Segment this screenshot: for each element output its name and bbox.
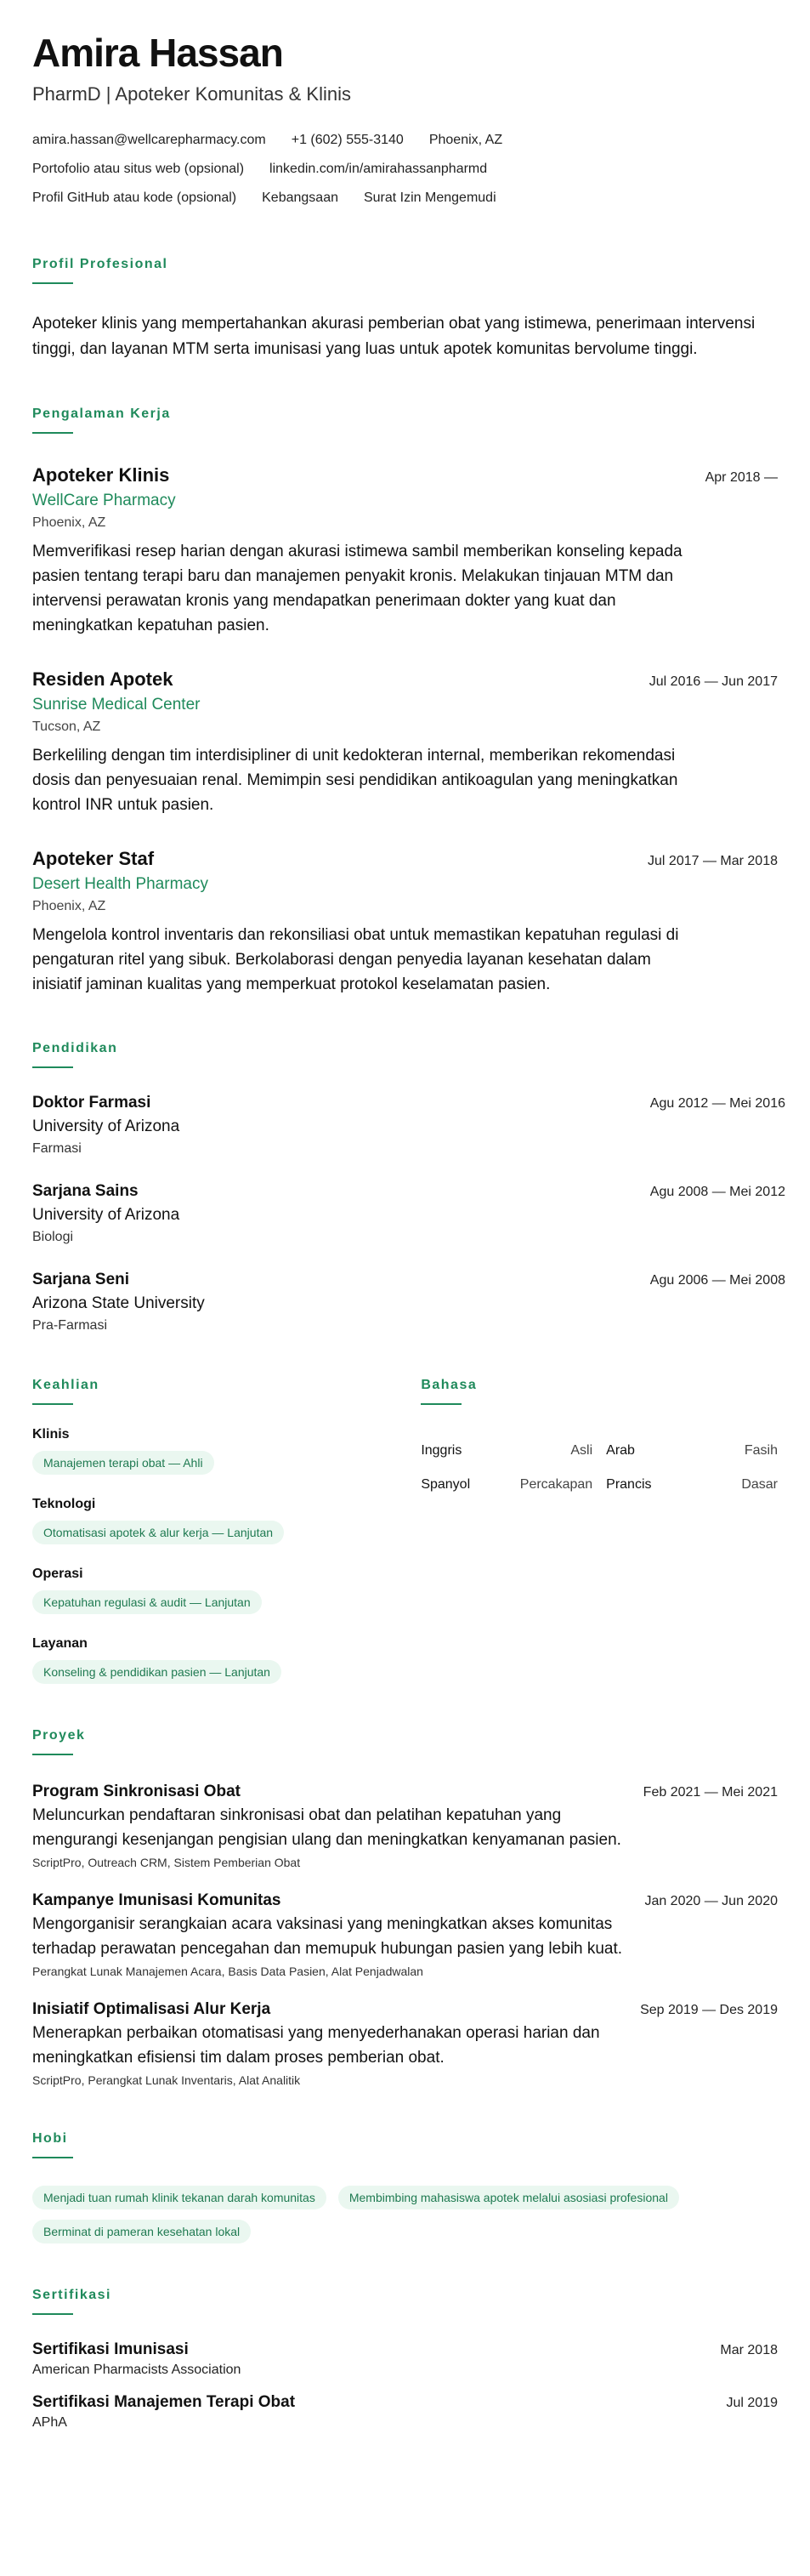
section-divider [32, 1754, 73, 1755]
school-name: Arizona State University [32, 1294, 205, 1312]
project-dates: Feb 2021 — Mei 2021 [643, 1784, 778, 1800]
hobby-chip: Berminat di pameran kesehatan lokal [32, 2220, 251, 2243]
education-dates: Agu 2012 — Mei 2016 [649, 1095, 785, 1111]
contact-row-3 [32, 184, 778, 213]
skill-group [32, 1497, 421, 1544]
language-level: Fasih [744, 1442, 778, 1458]
skills-section [32, 1378, 421, 1684]
skill-category: Teknologi [32, 1496, 96, 1511]
language-level: Asli [570, 1442, 593, 1458]
field-of-study: Farmasi [32, 1140, 82, 1156]
certification-item [32, 2340, 778, 2378]
language-item [421, 1434, 592, 1468]
skill-chip: Manajemen terapi obat — Ahli [32, 1451, 214, 1475]
hobby-list [32, 2175, 772, 2243]
job-description: Memverifikasi resep harian dengan akurasi istimewa sambil memberikan konseling kepada pasien tentang terapi baru dan manajemen penyakit kronis. Melakukan tinjauan MTM dan intervensi perawatan kronis yang mendapatkan penerimaan dokter yang kuat dan meningkatkan kepatuhan pasien. [32, 542, 683, 634]
languages-section [421, 1378, 778, 1684]
company-name: Desert Health Pharmacy [32, 874, 208, 893]
section-title: Pendidikan [32, 1040, 118, 1055]
education-dates: Agu 2008 — Mei 2012 [649, 1184, 785, 1199]
contact-location: Phoenix, AZ [428, 132, 503, 147]
certification-issuer: APhA [32, 2414, 67, 2430]
project-dates: Jan 2020 — Jun 2020 [644, 1893, 778, 1908]
experience-item [32, 668, 778, 817]
contact-github[interactable]: Profil GitHub atau kode (opsional) [32, 190, 237, 205]
job-dates: Jul 2016 — Jun 2017 [649, 674, 778, 689]
degree-name: Sarjana Seni [32, 1270, 130, 1288]
job-dates: Apr 2018 — [705, 469, 778, 485]
contact-email[interactable]: amira.hassan@wellcarepharmacy.com [32, 132, 266, 147]
section-divider [32, 1066, 73, 1068]
contact-portfolio[interactable]: Portofolio atau situs web (opsional) [32, 161, 245, 176]
education-item [32, 1094, 785, 1157]
experience-item [32, 848, 778, 997]
degree-name: Doktor Farmasi [32, 1093, 151, 1112]
education-item [32, 1271, 785, 1333]
language-name: Arab [606, 1442, 635, 1458]
contact-nationality: Kebangsaan [262, 190, 338, 205]
hobbies-section [32, 2131, 778, 2243]
language-item [421, 1468, 592, 1502]
candidate-headline: PharmD | Apoteker Komunitas & Klinis [32, 82, 351, 105]
job-title: Apoteker Klinis [32, 463, 170, 486]
project-description: Mengorganisir serangkaian acara vaksinasi yang meningkatkan akses komunitas terhadap perawatan pencegahan dan memupuk hubungan pasien yang lebih kuat. [32, 1914, 623, 1958]
section-title: Proyek [32, 1727, 86, 1743]
experience-section [32, 407, 778, 997]
school-name: University of Arizona [32, 1117, 180, 1135]
education-item [32, 1182, 785, 1245]
section-divider [32, 282, 73, 284]
project-name: Program Sinkronisasi Obat [32, 1782, 241, 1800]
section-title: Hobi [32, 2130, 68, 2146]
section-divider [32, 1403, 73, 1405]
skill-group [32, 1427, 421, 1475]
certification-name: Sertifikasi Manajemen Terapi Obat [32, 2392, 296, 2411]
job-description: Berkeliling dengan tim interdisipliner di unit kedokteran internal, memberikan rekomendasi dosis dan penyesuaian renal. Memimpin sesi pendidikan antikoagulan yang meningkatkan kontrol INR untuk pasien. [32, 746, 678, 814]
language-level: Percakapan [519, 1476, 593, 1492]
project-item [32, 2000, 778, 2087]
company-name: Sunrise Medical Center [32, 695, 201, 714]
skill-category: Layanan [32, 1635, 88, 1651]
section-title: Sertifikasi [32, 2287, 111, 2302]
job-location: Phoenix, AZ [32, 515, 106, 530]
degree-name: Sarjana Sains [32, 1181, 139, 1200]
project-dates: Sep 2019 — Des 2019 [640, 2002, 778, 2017]
language-name: Prancis [606, 1476, 652, 1492]
skill-group [32, 1567, 421, 1614]
certification-issuer: American Pharmacists Association [32, 2362, 241, 2377]
resume-header [32, 32, 778, 213]
summary-section [32, 257, 778, 362]
certification-date: Jul 2019 [726, 2395, 778, 2410]
project-tech: ScriptPro, Perangkat Lunak Inventaris, Alat Analitik [32, 2073, 301, 2087]
contact-phone[interactable]: +1 (602) 555-3140 [291, 132, 404, 147]
contact-row-1 [32, 126, 778, 155]
hobby-chip: Membimbing mahasiswa apotek melalui asosiasi profesional [338, 2186, 679, 2209]
job-location: Phoenix, AZ [32, 898, 106, 913]
hobby-chip: Menjadi tuan rumah klinik tekanan darah komunitas [32, 2186, 326, 2209]
job-dates: Jul 2017 — Mar 2018 [648, 853, 778, 868]
project-description: Meluncurkan pendaftaran sinkronisasi obat dan pelatihan kepatuhan yang mengurangi kesenjangan pengisian ulang dan meningkatkan kenyamanan pasien. [32, 1805, 621, 1849]
skill-category: Klinis [32, 1426, 70, 1442]
section-title: Bahasa [421, 1377, 478, 1392]
skills-languages-row [32, 1378, 778, 1684]
certifications-section [32, 2288, 778, 2431]
project-name: Inisiatif Optimalisasi Alur Kerja [32, 1999, 271, 2018]
contact-row-2 [32, 155, 778, 184]
company-name: WellCare Pharmacy [32, 491, 176, 509]
job-location: Tucson, AZ [32, 719, 101, 734]
language-item [606, 1434, 778, 1468]
skill-chip: Kepatuhan regulasi & audit — Lanjutan [32, 1590, 262, 1614]
project-name: Kampanye Imunisasi Komunitas [32, 1891, 281, 1909]
skill-group [32, 1636, 421, 1684]
skill-chip: Otomatisasi apotek & alur kerja — Lanjutan [32, 1521, 284, 1544]
experience-item [32, 464, 778, 638]
section-title: Pengalaman Kerja [32, 406, 171, 421]
candidate-name: Amira Hassan [32, 31, 283, 75]
section-title: Keahlian [32, 1377, 99, 1392]
language-item [606, 1468, 778, 1502]
section-divider [32, 2157, 73, 2158]
section-divider [32, 432, 73, 434]
language-level: Dasar [741, 1476, 778, 1492]
section-divider [32, 2313, 73, 2315]
summary-text: Apoteker klinis yang mempertahankan akurasi pemberian obat yang istimewa, penerimaan intervensi tinggi, dan layanan MTM serta imunisasi yang luas untuk apotek komunitas bervolume tinggi. [32, 314, 756, 358]
language-name: Spanyol [421, 1476, 471, 1492]
job-title: Apoteker Staf [32, 847, 155, 869]
project-item [32, 1783, 778, 1869]
contact-drivers-license: Surat Izin Mengemudi [363, 190, 496, 205]
job-title: Residen Apotek [32, 668, 173, 690]
field-of-study: Pra-Farmasi [32, 1317, 108, 1333]
certification-date: Mar 2018 [720, 2342, 778, 2357]
skill-chip: Konseling & pendidikan pasien — Lanjutan [32, 1660, 281, 1684]
projects-section [32, 1728, 778, 2087]
project-description: Menerapkan perbaikan otomatisasi yang menyederhanakan operasi harian dan meningkatkan efisiensi tim dalam proses pemberian obat. [32, 2023, 600, 2067]
education-section [32, 1040, 785, 1333]
skill-category: Operasi [32, 1566, 83, 1581]
project-tech: ScriptPro, Outreach CRM, Sistem Pemberian Obat [32, 1855, 301, 1869]
section-divider [421, 1403, 462, 1405]
language-name: Inggris [421, 1442, 462, 1458]
section-title: Profil Profesional [32, 256, 168, 271]
contact-info [32, 126, 778, 213]
school-name: University of Arizona [32, 1205, 180, 1224]
language-list [421, 1434, 778, 1502]
job-description: Mengelola kontrol inventaris dan rekonsiliasi obat untuk memastikan kepatuhan regulasi di pengaturan ritel yang sibuk. Berkolaborasi dengan penyedia layanan kesehatan dalam inisiatif jaminan kualitas yang memperkuat protokol keselamatan pasien. [32, 925, 679, 993]
project-item [32, 1891, 778, 1978]
certification-name: Sertifikasi Imunisasi [32, 2340, 189, 2358]
certification-item [32, 2393, 778, 2431]
education-dates: Agu 2006 — Mei 2008 [649, 1272, 785, 1288]
project-tech: Perangkat Lunak Manajemen Acara, Basis Data Pasien, Alat Penjadwalan [32, 1964, 423, 1978]
field-of-study: Biologi [32, 1229, 74, 1244]
contact-linkedin[interactable]: linkedin.com/in/amirahassanpharmd [269, 161, 488, 176]
